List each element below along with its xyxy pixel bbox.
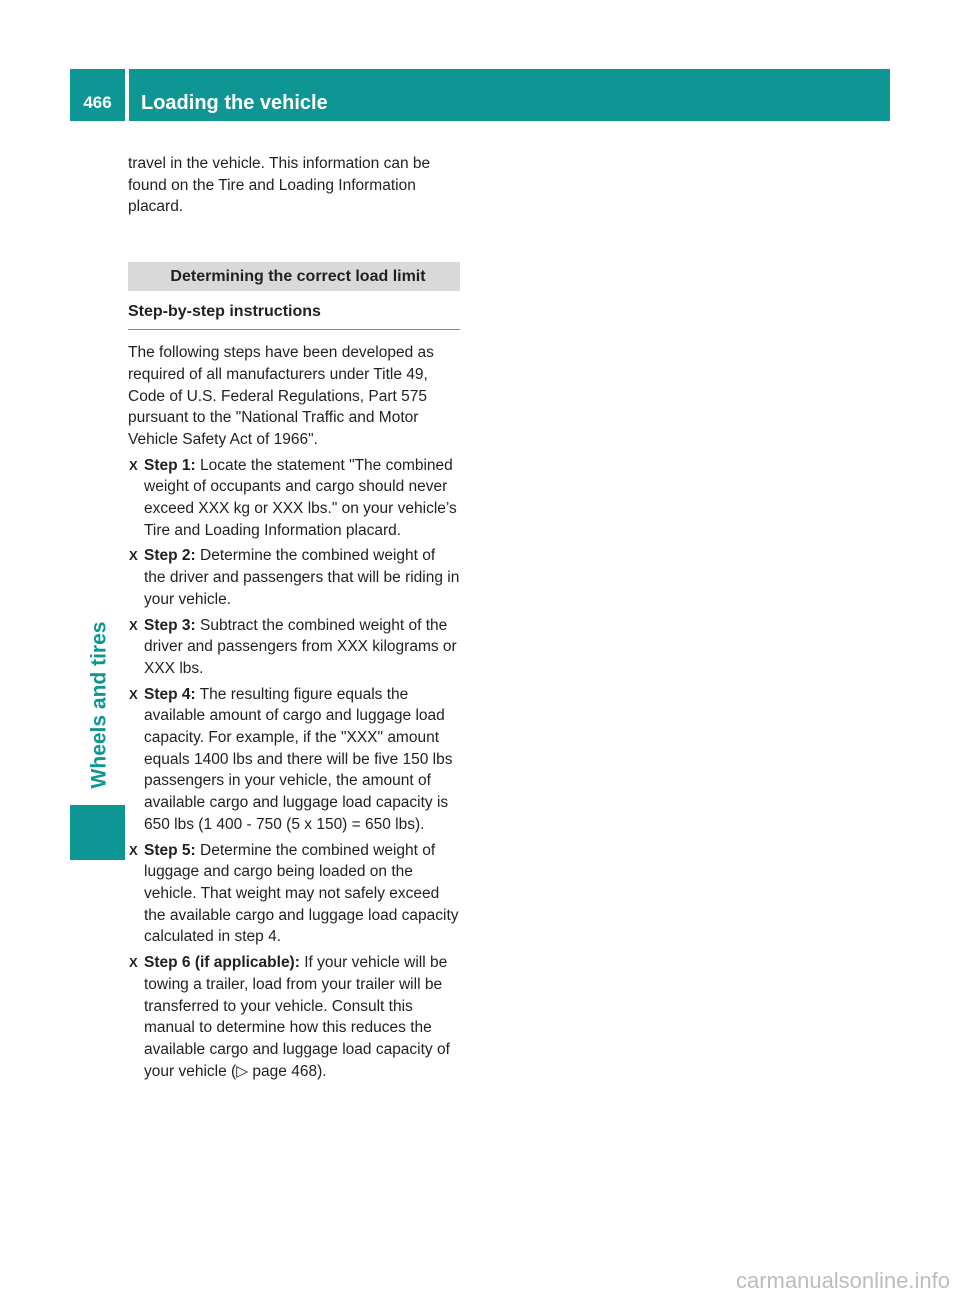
side-tab-marker bbox=[70, 805, 125, 860]
main-content bbox=[128, 153, 460, 1082]
step-label: Step 3: bbox=[144, 616, 196, 634]
step-text: Determine the combined weight of luggage and cargo being loaded on the vehicle. That weight may not safely exceed the available cargo and luggage load capacity calculated in step 4. bbox=[144, 841, 459, 946]
page-reference-link[interactable]: page 468). bbox=[252, 1062, 327, 1080]
step-label: Step 1: bbox=[144, 456, 196, 474]
step-label: Step 5: bbox=[144, 841, 196, 859]
step-label: Step 6 (if applicable): bbox=[144, 954, 300, 972]
intro-paragraph: The following steps have been developed as required of all manufacturers under Title 49, Code of U.S. Federal Regulations, Part 575 pursuant to the "National Traffic and Motor Vehicle Safety Act of 1966". bbox=[128, 344, 434, 448]
page-title: Loading the vehicle bbox=[129, 69, 890, 121]
side-tab-label: Wheels and tires bbox=[87, 621, 111, 789]
x-marker-icon: X bbox=[129, 686, 138, 702]
section-heading: Determining the correct load limit bbox=[128, 262, 460, 291]
step-item bbox=[128, 952, 460, 1082]
page-number: 466 bbox=[70, 69, 125, 121]
x-marker-icon: X bbox=[129, 842, 138, 858]
step-text: Subtract the combined weight of the driver and passengers from XXX kilograms or XXX lbs. bbox=[144, 616, 457, 677]
step-text: The resulting figure equals the available amount of cargo and luggage load capacity. For example, if the "XXX" amount equals 1400 lbs and there will be five 150 lbs passengers in your vehicle, the amount of available cargo and luggage load capacity is 650 lbs (1 400 - 750 (5 x 150) = 650 lbs). bbox=[144, 685, 453, 833]
x-marker-icon: X bbox=[129, 548, 138, 564]
page-header bbox=[70, 69, 890, 121]
step-item bbox=[128, 455, 460, 542]
step-item bbox=[128, 615, 460, 680]
side-tab-label-container bbox=[84, 615, 114, 795]
sub-heading: Step-by-step instructions bbox=[128, 299, 460, 330]
x-marker-icon: X bbox=[129, 457, 138, 473]
continued-paragraph: travel in the vehicle. This information can be found on the Tire and Loading Information placard. bbox=[128, 155, 431, 216]
step-text: If your vehicle will be towing a trailer, load from your trailer will be transferred to your vehicle. Consult this manual to determine how this reduces the available cargo and luggage load capacity of your vehicle ( bbox=[144, 954, 450, 1080]
x-marker-icon: X bbox=[129, 955, 138, 971]
step-text: Locate the statement "The combined weight of occupants and cargo should never exceed XXX kg or XXX lbs." on your vehicle’s Tire and Loading Information placard. bbox=[144, 456, 457, 539]
step-item bbox=[128, 545, 460, 610]
step-item bbox=[128, 840, 460, 949]
watermark: carmanualsonline.info bbox=[735, 1268, 950, 1293]
page-reference-icon: ▷ bbox=[236, 1062, 249, 1080]
step-label: Step 4: bbox=[144, 685, 196, 703]
step-item bbox=[128, 684, 460, 836]
step-label: Step 2: bbox=[144, 547, 196, 565]
x-marker-icon: X bbox=[129, 617, 138, 633]
step-text: Determine the combined weight of the driver and passengers that will be riding in your vehicle. bbox=[144, 547, 460, 608]
